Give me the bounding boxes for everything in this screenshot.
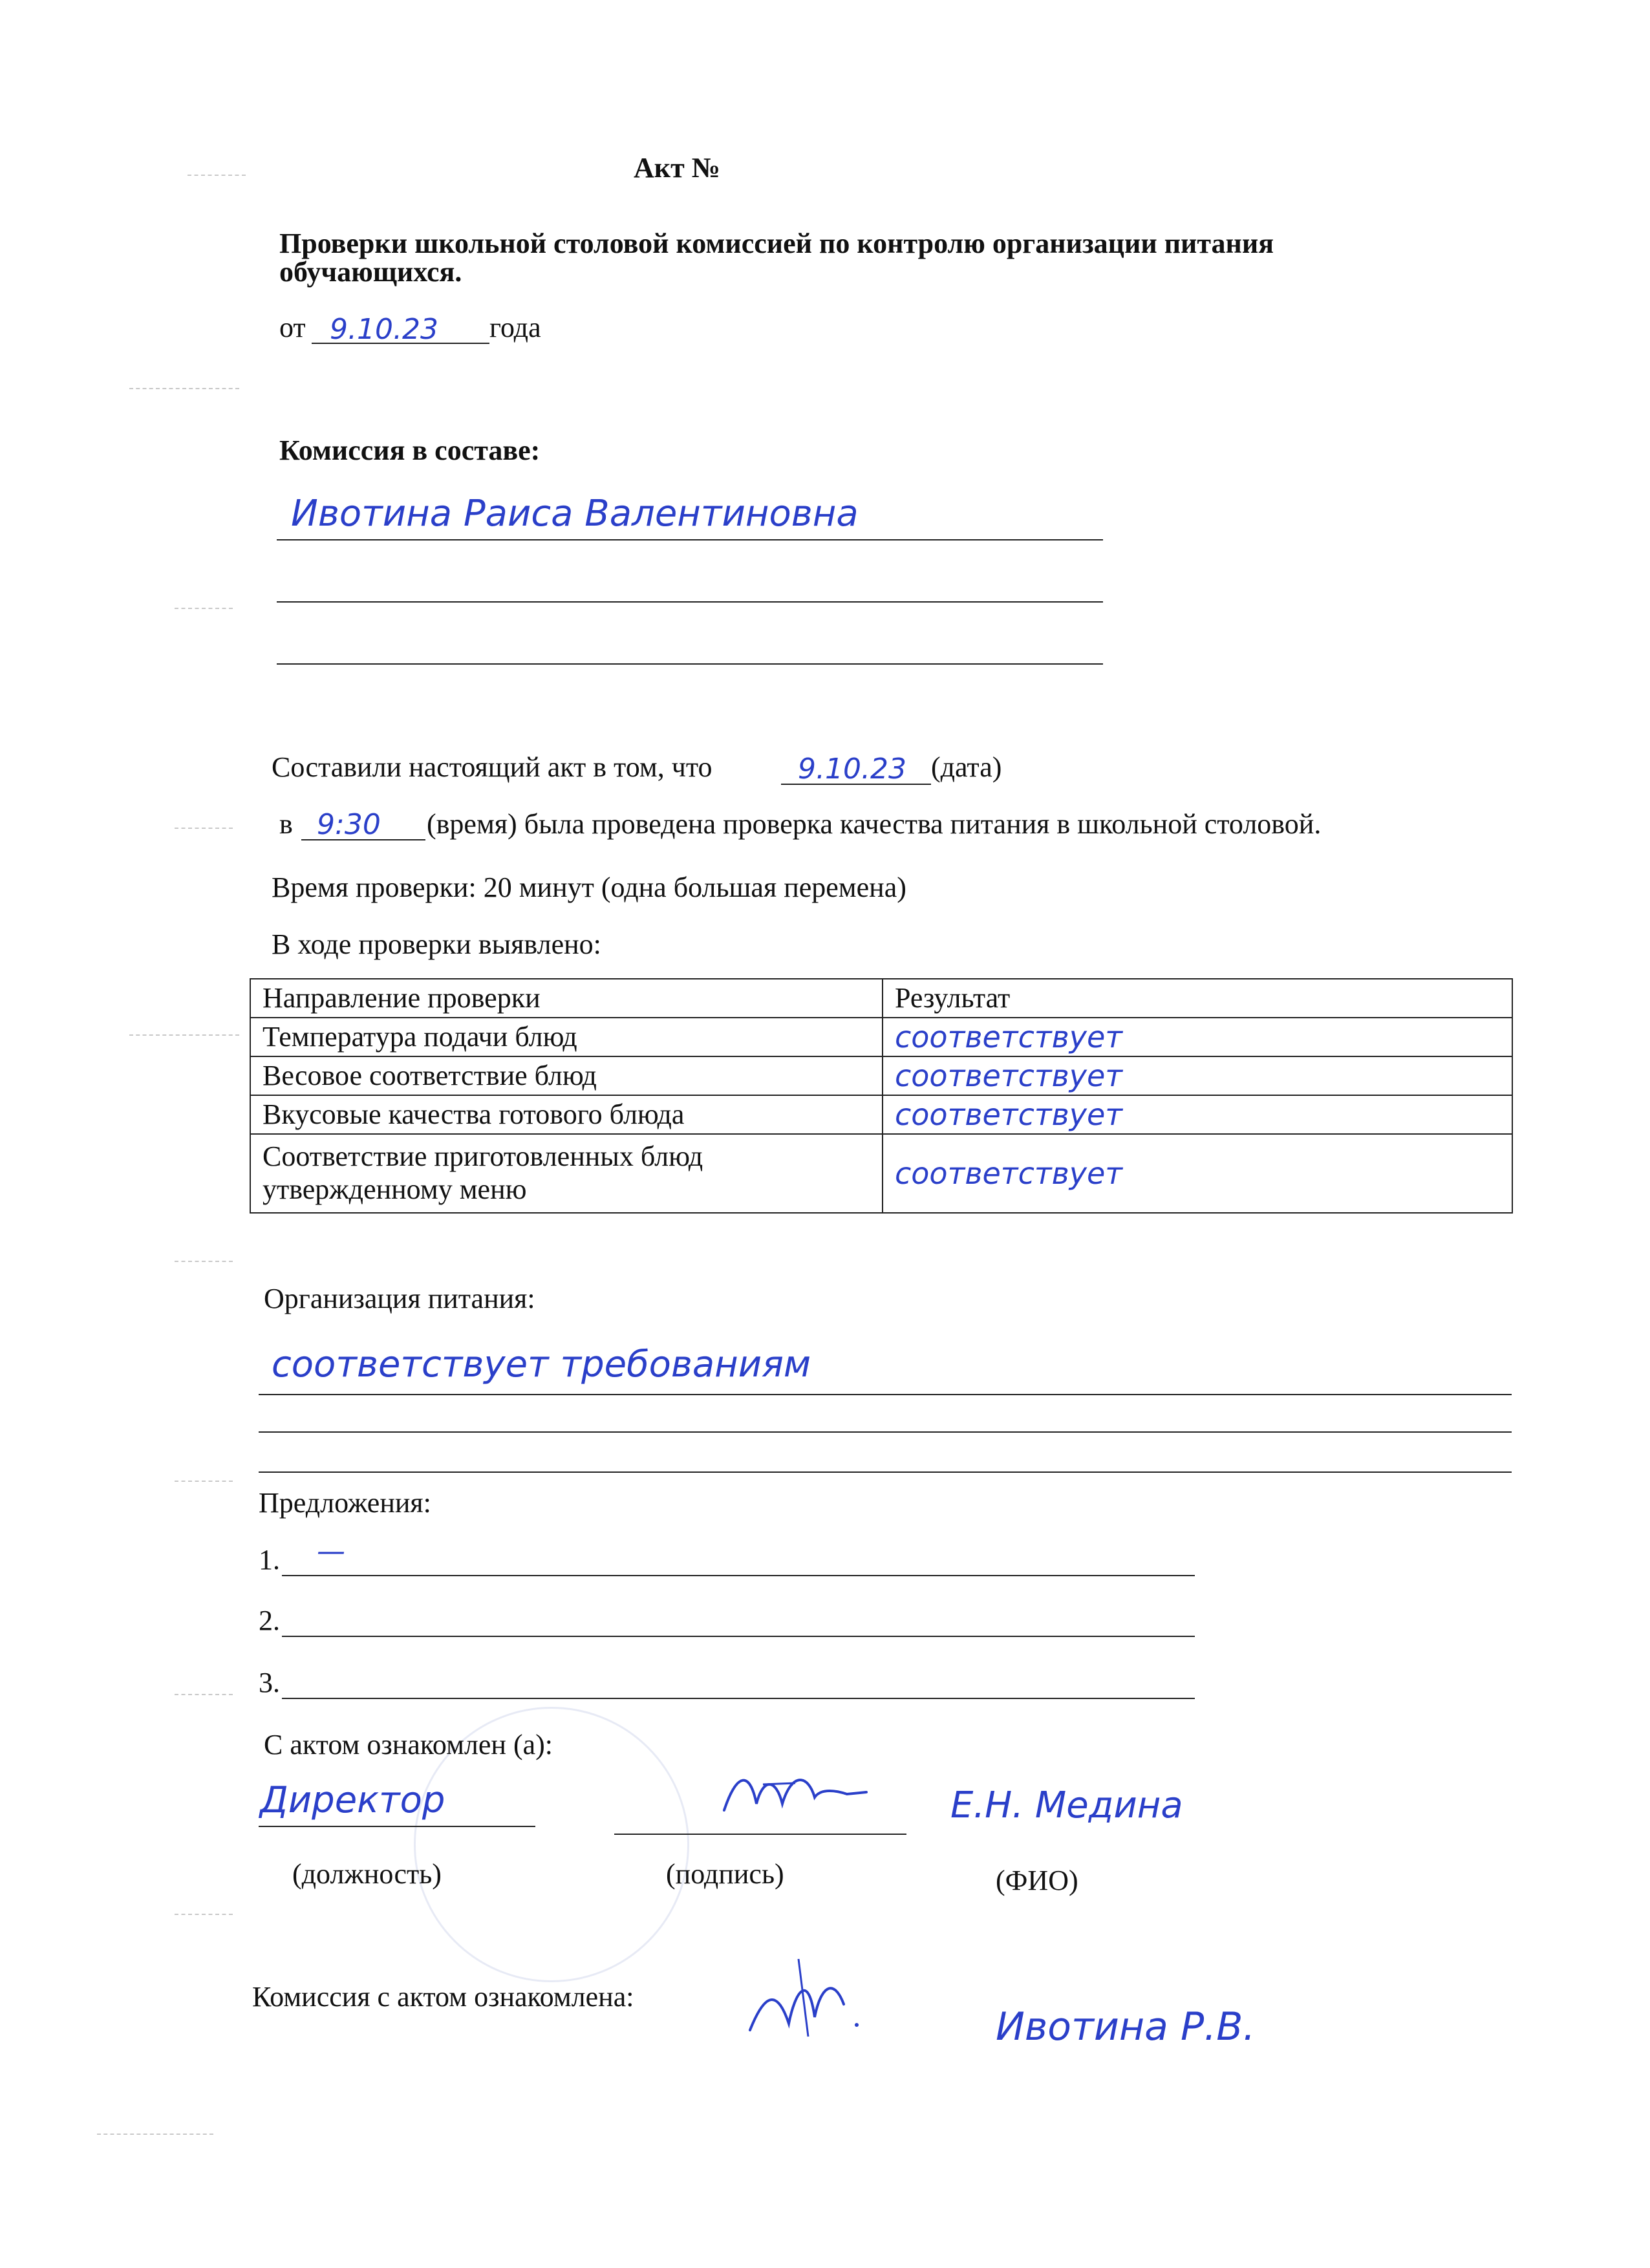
date-prefix: от bbox=[279, 312, 306, 343]
acknowledgement-heading: С актом ознакомлен (а): bbox=[264, 1729, 553, 1760]
table-cell-result: соответствует bbox=[883, 1056, 1512, 1095]
inspection-duration: Время проверки: 20 минут (одна большая перемена) bbox=[272, 872, 906, 903]
commission-line-3 bbox=[277, 663, 1103, 665]
signature-caption: (подпись) bbox=[666, 1858, 784, 1890]
organization-line-3 bbox=[259, 1471, 1512, 1473]
table-cell-result: соответствует bbox=[883, 1095, 1512, 1134]
table-cell-result: соответствует bbox=[883, 1134, 1512, 1213]
scan-artifact bbox=[188, 175, 246, 176]
signature-underline bbox=[614, 1834, 906, 1835]
proposal-text-1: — bbox=[317, 1535, 345, 1568]
statement-time-handwritten: 9:30 bbox=[317, 808, 381, 841]
proposal-number-2: 2. bbox=[259, 1605, 280, 1636]
act-subtitle-line2: обучающихся. bbox=[279, 256, 462, 288]
commission-line-1 bbox=[277, 539, 1103, 540]
table-cell-item: Вкусовые качества готового блюда bbox=[250, 1095, 883, 1134]
proposal-line-2 bbox=[282, 1636, 1195, 1637]
director-signature bbox=[718, 1759, 886, 1830]
statement-line2-prefix: в bbox=[279, 808, 293, 840]
organization-line-1-text: соответствует требованиям bbox=[272, 1343, 811, 1385]
commission-member-1: Ивотина Раиса Валентиновна bbox=[291, 493, 859, 535]
table-cell-item: Весовое соответствие блюд bbox=[250, 1056, 883, 1095]
name-caption: (ФИО) bbox=[996, 1865, 1078, 1896]
commission-ack-name: Ивотина Р.В. bbox=[996, 2004, 1256, 2049]
scan-artifact bbox=[175, 1914, 233, 1915]
scan-artifact bbox=[97, 2134, 213, 2135]
statement-line2-suffix: (время) была проведена проверка качества питания в школьной столовой. bbox=[427, 808, 1322, 840]
scan-artifact bbox=[129, 388, 239, 389]
table-cell-item: Температура подачи блюд bbox=[250, 1018, 883, 1056]
commission-heading: Комиссия в составе: bbox=[279, 434, 541, 466]
proposal-number-3: 3. bbox=[259, 1667, 280, 1698]
position-underline bbox=[259, 1826, 535, 1827]
table-row bbox=[250, 1018, 1512, 1056]
commission-signature bbox=[737, 1946, 866, 2049]
table-header-result: Результат bbox=[883, 979, 1512, 1018]
table-cell-item-line1: Соответствие приготовленных блюд bbox=[262, 1140, 703, 1173]
table-row bbox=[250, 1095, 1512, 1134]
table-row bbox=[250, 1134, 1512, 1213]
statement-date-handwritten: 9.10.23 bbox=[798, 753, 906, 786]
organization-line-2 bbox=[259, 1431, 1512, 1433]
commission-line-2 bbox=[277, 601, 1103, 603]
findings-table bbox=[250, 978, 1513, 1214]
scan-artifact bbox=[175, 1261, 233, 1262]
organization-heading: Организация питания: bbox=[264, 1283, 535, 1314]
table-cell-item bbox=[250, 1134, 883, 1213]
proposal-line-3 bbox=[282, 1698, 1195, 1699]
scan-artifact bbox=[175, 608, 233, 609]
scan-artifact bbox=[175, 1481, 233, 1482]
organization-line-1 bbox=[259, 1394, 1512, 1395]
statement-line1-suffix: (дата) bbox=[931, 751, 1002, 783]
proposal-line-1 bbox=[282, 1575, 1195, 1576]
scan-artifact bbox=[175, 1694, 233, 1695]
table-cell-result: соответствует bbox=[883, 1018, 1512, 1056]
findings-label: В ходе проверки выявлено: bbox=[272, 928, 601, 960]
scan-artifact bbox=[129, 1034, 239, 1036]
table-header-row bbox=[250, 979, 1512, 1018]
commission-ack-label: Комиссия с актом ознакомлена: bbox=[252, 1981, 634, 2013]
proposal-number-1: 1. bbox=[259, 1544, 280, 1576]
position-caption: (должность) bbox=[292, 1858, 442, 1890]
table-cell-item-line2: утвержденному меню bbox=[262, 1173, 527, 1205]
name-handwritten: Е.Н. Медина bbox=[950, 1784, 1183, 1826]
scan-artifact bbox=[175, 828, 233, 829]
table-header-direction: Направление проверки bbox=[250, 979, 883, 1018]
position-handwritten: Директор bbox=[260, 1779, 445, 1821]
date-handwritten: 9.10.23 bbox=[330, 313, 438, 346]
date-suffix: года bbox=[489, 312, 541, 343]
act-subtitle-line1: Проверки школьной столовой комиссией по контролю организации питания bbox=[279, 228, 1274, 259]
act-title: Акт № bbox=[634, 152, 720, 184]
proposals-heading: Предложения: bbox=[259, 1487, 431, 1519]
table-row bbox=[250, 1056, 1512, 1095]
statement-line1-prefix: Составили настоящий акт в том, что bbox=[272, 751, 712, 783]
